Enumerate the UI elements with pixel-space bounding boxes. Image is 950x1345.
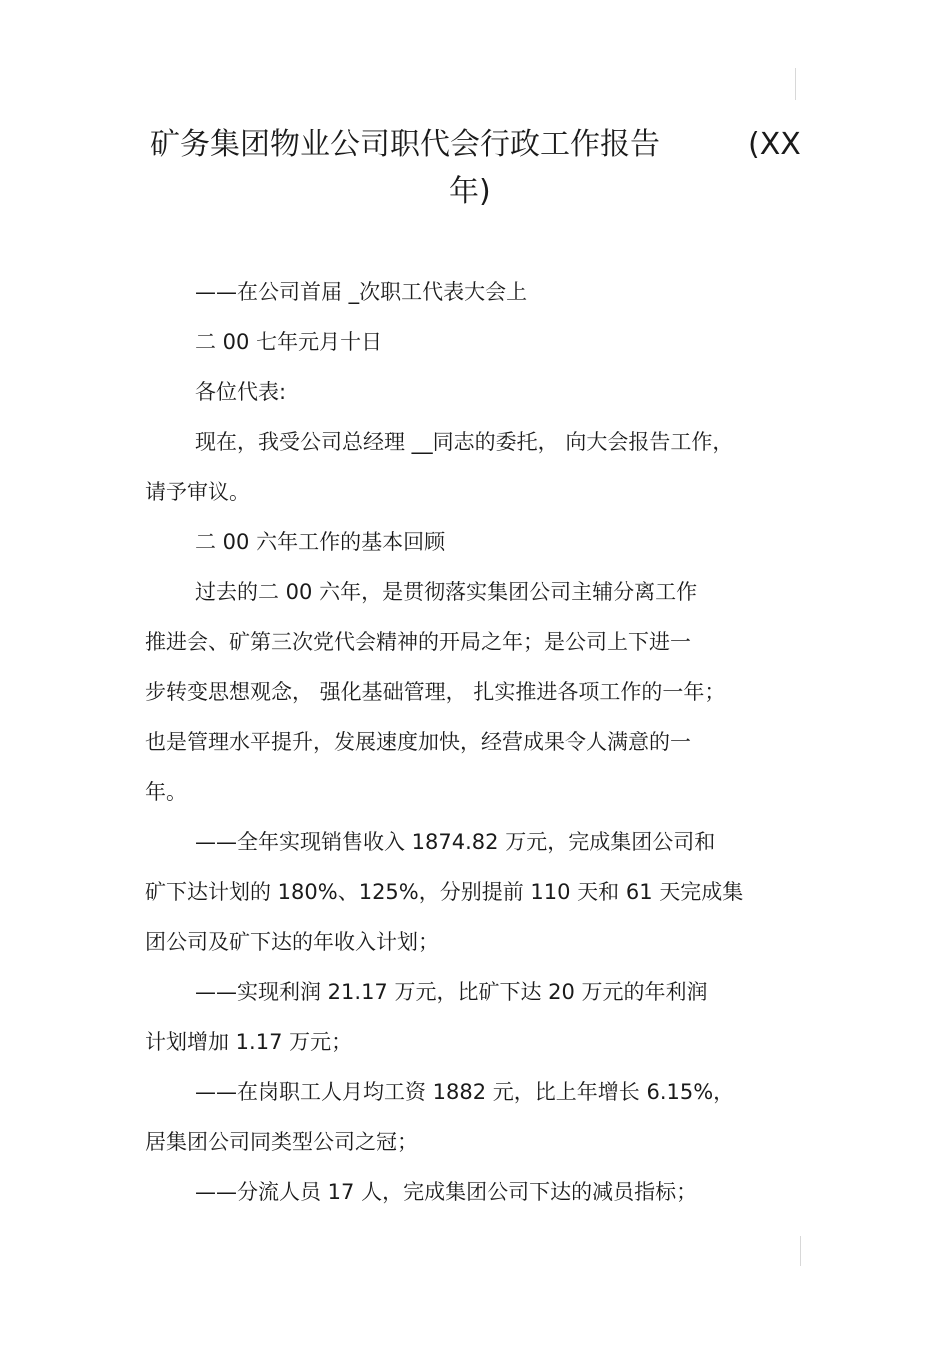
subtitle-meeting: ——在公司首届 _次职工代表大会上 — [195, 280, 528, 304]
body-text-line: 过去的二 00 六年，是贯彻落实集团公司主辅分离工作 — [195, 580, 698, 604]
document-title-line1: 矿务集团物业公司职代会行政工作报告 — [150, 127, 660, 162]
body-text-line: 推进会、矿第三次党代会精神的开局之年；是公司上下进一 — [145, 630, 691, 654]
page-corner-mark-top — [795, 68, 796, 100]
body-text-line: 步转变思想观念， 强化基础管理， 扎实推进各项工作的一年； — [145, 680, 726, 704]
body-text-line: 年。 — [145, 780, 187, 804]
body-text-line: ——在岗职工人月均工资 1882 元，比上年增长 6.15%， — [195, 1080, 735, 1104]
body-text-line: ——实现利润 21.17 万元，比矿下达 20 万元的年利润 — [195, 980, 708, 1004]
body-text-line: 请予审议。 — [145, 480, 250, 504]
page-corner-mark-bottom — [800, 1236, 801, 1266]
body-text-line: ——全年实现销售收入 1874.82 万元，完成集团公司和 — [195, 830, 716, 854]
body-text-line: 居集团公司同类型公司之冠； — [145, 1130, 418, 1154]
body-text-line: 矿下达计划的 180%、125%，分别提前 110 天和 61 天完成集 — [145, 880, 744, 904]
body-text-line: 团公司及矿下达的年收入计划； — [145, 930, 439, 954]
body-text-line: ——分流人员 17 人，完成集团公司下达的减员指标； — [195, 1180, 698, 1204]
report-date: 二 00 七年元月十日 — [195, 330, 383, 354]
document-title-line2: 年) — [449, 174, 491, 209]
body-text-line: 现在，我受公司总经理 __同志的委托， 向大会报告工作， — [195, 430, 734, 454]
document-title-year-open: (XX — [748, 127, 801, 162]
body-text-line: 计划增加 1.17 万元； — [145, 1030, 353, 1054]
section-heading: 二 00 六年工作的基本回顾 — [195, 530, 446, 554]
body-text-line: 也是管理水平提升，发展速度加快，经营成果令人满意的一 — [145, 730, 691, 754]
salutation: 各位代表: — [195, 380, 287, 404]
